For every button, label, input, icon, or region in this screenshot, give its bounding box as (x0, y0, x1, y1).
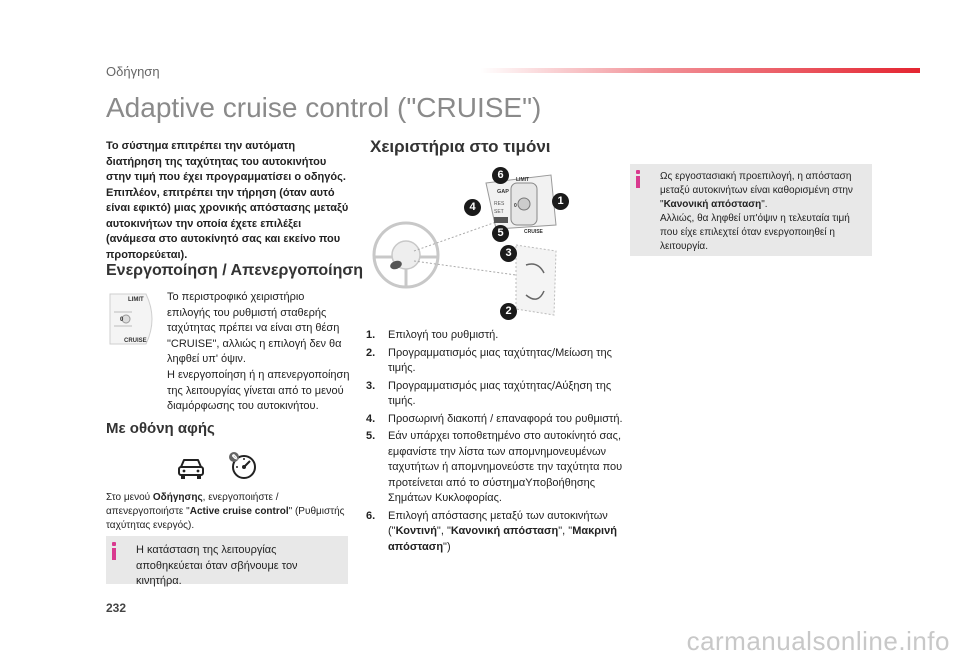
svg-text:✎: ✎ (231, 453, 239, 462)
info-icon (112, 542, 117, 558)
default-distance-text: Ως εργοστασιακή προεπιλογή, η απόσταση μεταξύ αυτοκινήτων είναι καθορισμένη στην "Κανονική απόσταση". Αλλιώς, θα ληφθεί υπ'όψιν η τελευταία τιμή που είχε επιλεχτεί όταν ενεργοποιηθεί η λειτουργία. (660, 171, 853, 252)
header-rule (480, 68, 920, 73)
instruction-prefix: Στο μενού (106, 492, 153, 503)
memory-note (106, 536, 348, 587)
stalk-cruise-label: CRUISE (524, 229, 543, 235)
callout-badge-1: 1 (552, 193, 569, 210)
activation-text-2: Η ενεργοποίηση ή η απενεργοποίηση της λειτουργίας γίνεται από το μενού διαμόρφωσης του αυτοκινήτου. (167, 369, 350, 412)
callout-badge-3: 3 (500, 245, 517, 262)
list-item: 3. Προγραμματισμός μιας ταχύτητας/Αύξηση της τιμής. (366, 379, 612, 407)
function-name: Active cruise control (189, 506, 289, 517)
callout-badge-4: 4 (464, 199, 481, 216)
instruction-middle: , ενεργοποιήστε / απενεργοποιήστε " (106, 492, 279, 517)
list-item: 5. Εάν υπάρχει τοποθετημένο στο αυτοκίνητό σας, εμφανίστε την λίστα των απομνημονευμένων ταχυτήτων ή απομνημονεύστε την ταχύτητα που προτείνεται από το σύστημαΥποβοήθησης Σημάτων Κυκλοφορίας. (366, 430, 623, 504)
controls-heading: Χειριστήρια στο τιμόνι (370, 137, 551, 156)
activation-heading: Ενεργοποίηση / Απενεργοποίηση (106, 262, 364, 279)
intro-paragraph: Το σύστημα επιτρέπει την αυτόματη διατήρηση της ταχύτητας του αυτοκινήτου στην τιμή που έχει προγραμματίσει ο οδηγός. Επιπλέον, επιτρέπει την τήρηση (όταν αυτό είναι εφικτό) μιας χρονικής απόστασης μεταξύ αυτοκινήτων την οποία έχετε επιλέξει (ανάμεσα στο αυτοκίνητό σας και εκείνο που προπορεύεται). (106, 140, 349, 261)
dial-limit-label: LIMIT (128, 297, 144, 303)
dial-cruise-label: CRUISE (124, 338, 147, 344)
list-item: 2. Προγραμματισμός μιας ταχύτητας/Μείωση της τιμής. (366, 346, 612, 374)
menu-name: Οδήγησης (152, 492, 203, 503)
activation-text-1: Το περιστροφικό χειριστήριο επιλογής του ρυθμιστή σταθερής ταχύτητας πρέπει να είναι στη θέση "CRUISE", αλλιώς η επιλογή δεν θα ληφθεί υπ' όψιν. (167, 291, 342, 365)
car-icon (176, 455, 206, 481)
page-title: Adaptive cruise control ("CRUISE") (106, 92, 542, 123)
memory-note-text: Η κατάσταση της λειτουργίας αποθηκεύεται όταν σβήνουμε τον κινητήρα. (136, 544, 298, 587)
speedometer-icon (228, 451, 258, 481)
list-item: 6. Επιλογή απόστασης μεταξύ των αυτοκινήτων ("Κοντινή", "Κανονική απόσταση", "Μακρινή απόσταση") (366, 509, 617, 553)
callout-badge-5: 5 (492, 225, 509, 242)
default-distance-note (630, 164, 872, 256)
list-item: 1. Επιλογή του ρυθμιστή. (366, 329, 499, 341)
callout-badge-2: 2 (500, 303, 517, 320)
info-icon (636, 170, 641, 186)
stalk-zero-label: 0 (514, 203, 517, 209)
dial-zero-label: 0 (120, 317, 124, 323)
list-item: 4. Προσωρινή διακοπή / επαναφορά του ρυθμιστή. (366, 412, 623, 425)
section-label: Οδήγηση (106, 64, 160, 79)
touchscreen-heading: Με οθόνη αφής (106, 420, 215, 437)
page-number: 232 (106, 601, 127, 615)
stalk-set-label: SET (494, 209, 504, 215)
stalk-limit-label: LIMIT (516, 177, 530, 183)
stalk-res-label: RES (494, 201, 505, 207)
controls-list (366, 328, 626, 557)
steering-controls-illustration (366, 165, 596, 325)
callout-badge-6: 6 (492, 167, 509, 184)
touchscreen-instruction (106, 491, 354, 533)
instruction-suffix: " (Ρυθμιστής ταχύτητας ενεργός). (106, 506, 345, 531)
selector-dial-illustration (106, 290, 162, 348)
watermark: carmanualsonline.info (686, 626, 950, 656)
stalk-gap-label: GAP (497, 189, 509, 195)
